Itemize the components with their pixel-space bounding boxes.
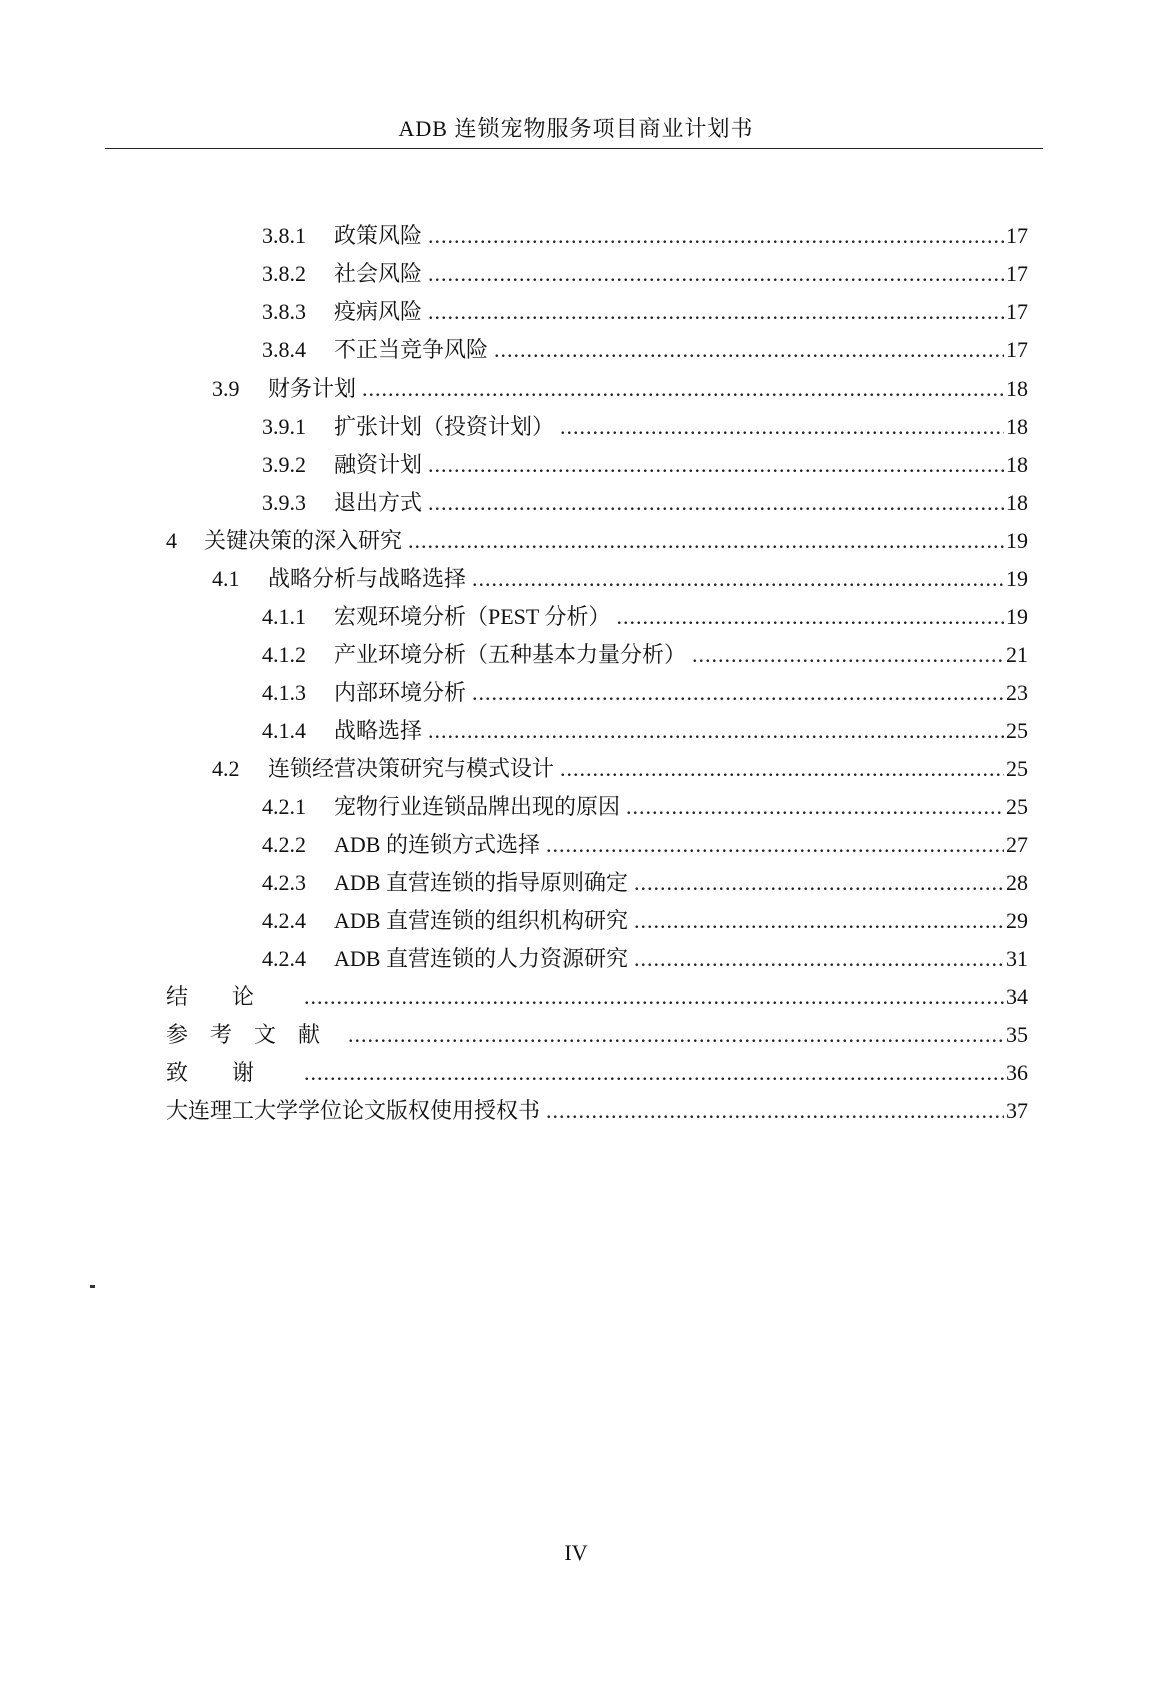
toc-number: 4.1 — [212, 566, 240, 591]
toc-page-number: 25 — [1006, 718, 1028, 743]
toc-page-number: 29 — [1006, 908, 1028, 933]
toc-leader-dots — [634, 869, 1004, 897]
toc-number: 4.2.4 — [262, 908, 306, 933]
toc-entry-4[interactable] — [166, 515, 1028, 555]
toc-number: 4.2.2 — [262, 832, 306, 857]
toc-number: 4.2.1 — [262, 794, 306, 819]
toc-entry-3-8-3[interactable] — [262, 286, 1028, 326]
toc-title: ADB 的连锁方式选择 — [334, 832, 540, 857]
toc-page-number: 18 — [1006, 414, 1028, 439]
toc-title: 战略选择 — [334, 718, 423, 743]
toc-leader-dots — [362, 375, 1004, 403]
toc-page-number: 17 — [1006, 299, 1028, 324]
toc-leader-dots — [428, 489, 1004, 517]
toc-entry-3-9-1[interactable] — [262, 401, 1028, 441]
toc-page-number: 34 — [1006, 984, 1028, 1009]
toc-leader-dots — [428, 298, 1004, 326]
toc-number: 4 — [166, 528, 177, 553]
toc-leader-dots — [472, 679, 1004, 707]
toc-title: 大连理工大学学位论文版权使用授权书 — [166, 1098, 541, 1123]
toc-entry-3-9[interactable] — [212, 363, 1028, 403]
toc-page-number: 19 — [1006, 528, 1028, 553]
toc-number: 4.1.1 — [262, 604, 306, 629]
toc-entry-3-9-2[interactable] — [262, 439, 1028, 479]
toc-leader-dots — [428, 260, 1004, 288]
toc-title: 财务计划 — [268, 376, 357, 401]
toc-entry-3-8-1[interactable] — [262, 210, 1028, 250]
toc-leader-dots — [560, 755, 1004, 783]
toc-entry-copyright-authorization[interactable] — [166, 1085, 1028, 1125]
toc-title: 疫病风险 — [334, 299, 423, 324]
toc-page-number: 17 — [1006, 223, 1028, 248]
toc-page-number: 21 — [1006, 642, 1028, 667]
page-number: IV — [564, 1540, 588, 1565]
toc-entry-4-2[interactable] — [212, 743, 1028, 783]
header-rule — [105, 148, 1043, 149]
toc-title: ADB 直营连锁的指导原则确定 — [334, 870, 628, 895]
toc-leader-dots — [408, 527, 1004, 555]
toc-page-number: 17 — [1006, 261, 1028, 286]
toc-title: 政策风险 — [334, 223, 423, 248]
toc-title: 宠物行业连锁品牌出现的原因 — [334, 794, 621, 819]
toc-title: 社会风险 — [334, 261, 423, 286]
toc-title: 致谢 — [166, 1060, 299, 1085]
toc-entry-3-8-2[interactable] — [262, 248, 1028, 288]
toc-entry-references[interactable] — [166, 1009, 1028, 1049]
toc-entry-4-2-4-b[interactable] — [262, 933, 1028, 973]
toc-entry-4-1-2[interactable] — [262, 629, 1028, 669]
toc-leader-dots — [348, 1021, 1004, 1049]
toc-title: 融资计划 — [334, 452, 423, 477]
toc-entry-4-2-3[interactable] — [262, 857, 1028, 897]
toc-number: 3.8.2 — [262, 261, 306, 286]
toc-leader-dots — [304, 983, 1004, 1011]
toc-entry-4-2-1[interactable] — [262, 781, 1028, 821]
toc-title: 连锁经营决策研究与模式设计 — [268, 756, 555, 781]
toc-number: 4.1.4 — [262, 718, 306, 743]
toc-title: ADB 直营连锁的人力资源研究 — [334, 946, 628, 971]
toc-page-number: 18 — [1006, 452, 1028, 477]
toc-number: 4.2 — [212, 756, 240, 781]
toc-leader-dots — [304, 1059, 1004, 1087]
toc-leader-dots — [692, 641, 1004, 669]
toc-entry-acknowledgements[interactable] — [166, 1047, 1028, 1087]
toc-title: 参考文献 — [166, 1022, 343, 1047]
toc-page-number: 19 — [1006, 604, 1028, 629]
toc-leader-dots — [428, 451, 1004, 479]
toc-title: 扩张计划（投资计划） — [334, 414, 555, 439]
toc-page-number: 28 — [1006, 870, 1028, 895]
toc-page-number: 31 — [1006, 946, 1028, 971]
toc-page-number: 25 — [1006, 756, 1028, 781]
toc-page-number: 18 — [1006, 376, 1028, 401]
running-header: ADB 连锁宠物服务项目商业计划书 — [398, 116, 754, 141]
toc-title: 战略分析与战略选择 — [268, 566, 467, 591]
toc-number: 4.2.3 — [262, 870, 306, 895]
toc-entry-conclusion[interactable] — [166, 971, 1028, 1011]
toc-number: 3.8.4 — [262, 337, 306, 362]
toc-leader-dots — [546, 831, 1004, 859]
toc-entry-4-1-1[interactable] — [262, 591, 1028, 631]
toc-number: 4.1.3 — [262, 680, 306, 705]
toc-entry-4-1-3[interactable] — [262, 667, 1028, 707]
toc-page-number: 18 — [1006, 490, 1028, 515]
toc-entry-4-2-2[interactable] — [262, 819, 1028, 859]
toc-number: 3.8.1 — [262, 223, 306, 248]
toc-leader-dots — [616, 603, 1004, 631]
toc-title: 内部环境分析 — [334, 680, 467, 705]
toc-leader-dots — [626, 793, 1004, 821]
toc-leader-dots — [634, 945, 1004, 973]
toc-title: 宏观环境分析（PEST 分析） — [334, 604, 611, 629]
toc-number: 3.9.1 — [262, 414, 306, 439]
toc-number: 4.1.2 — [262, 642, 306, 667]
toc-entry-4-1[interactable] — [212, 553, 1028, 593]
toc-page-number: 25 — [1006, 794, 1028, 819]
toc-leader-dots — [428, 222, 1004, 250]
toc-title: 结论 — [166, 984, 299, 1009]
toc-leader-dots — [472, 565, 1004, 593]
toc-page-number: 35 — [1006, 1022, 1028, 1047]
toc-entry-3-9-3[interactable] — [262, 477, 1028, 517]
toc-title: 不正当竞争风险 — [334, 337, 489, 362]
toc-title: 退出方式 — [334, 490, 423, 515]
toc-title: ADB 直营连锁的组织机构研究 — [334, 908, 628, 933]
toc-entry-3-8-4[interactable] — [262, 324, 1028, 364]
toc-number: 3.9 — [212, 376, 240, 401]
toc-leader-dots — [494, 336, 1004, 364]
toc-number: 4.2.4 — [262, 946, 306, 971]
toc-page-number: 23 — [1006, 680, 1028, 705]
toc-leader-dots — [546, 1097, 1004, 1125]
toc-page-number: 27 — [1006, 832, 1028, 857]
toc-number: 3.9.3 — [262, 490, 306, 515]
toc-page-number: 17 — [1006, 337, 1028, 362]
toc-title: 关键决策的深入研究 — [204, 528, 403, 553]
toc-number: 3.8.3 — [262, 299, 306, 324]
toc-title: 产业环境分析（五种基本力量分析） — [334, 642, 687, 667]
toc-leader-dots — [428, 717, 1004, 745]
toc-page-number: 37 — [1006, 1098, 1028, 1123]
toc-page-number: 36 — [1006, 1060, 1028, 1085]
scan-speck — [90, 1285, 95, 1288]
toc-entry-4-1-4[interactable] — [262, 705, 1028, 745]
toc-leader-dots — [560, 413, 1004, 441]
toc-leader-dots — [634, 907, 1004, 935]
toc-page-number: 19 — [1006, 566, 1028, 591]
toc-number: 3.9.2 — [262, 452, 306, 477]
toc-entry-4-2-4[interactable] — [262, 895, 1028, 935]
